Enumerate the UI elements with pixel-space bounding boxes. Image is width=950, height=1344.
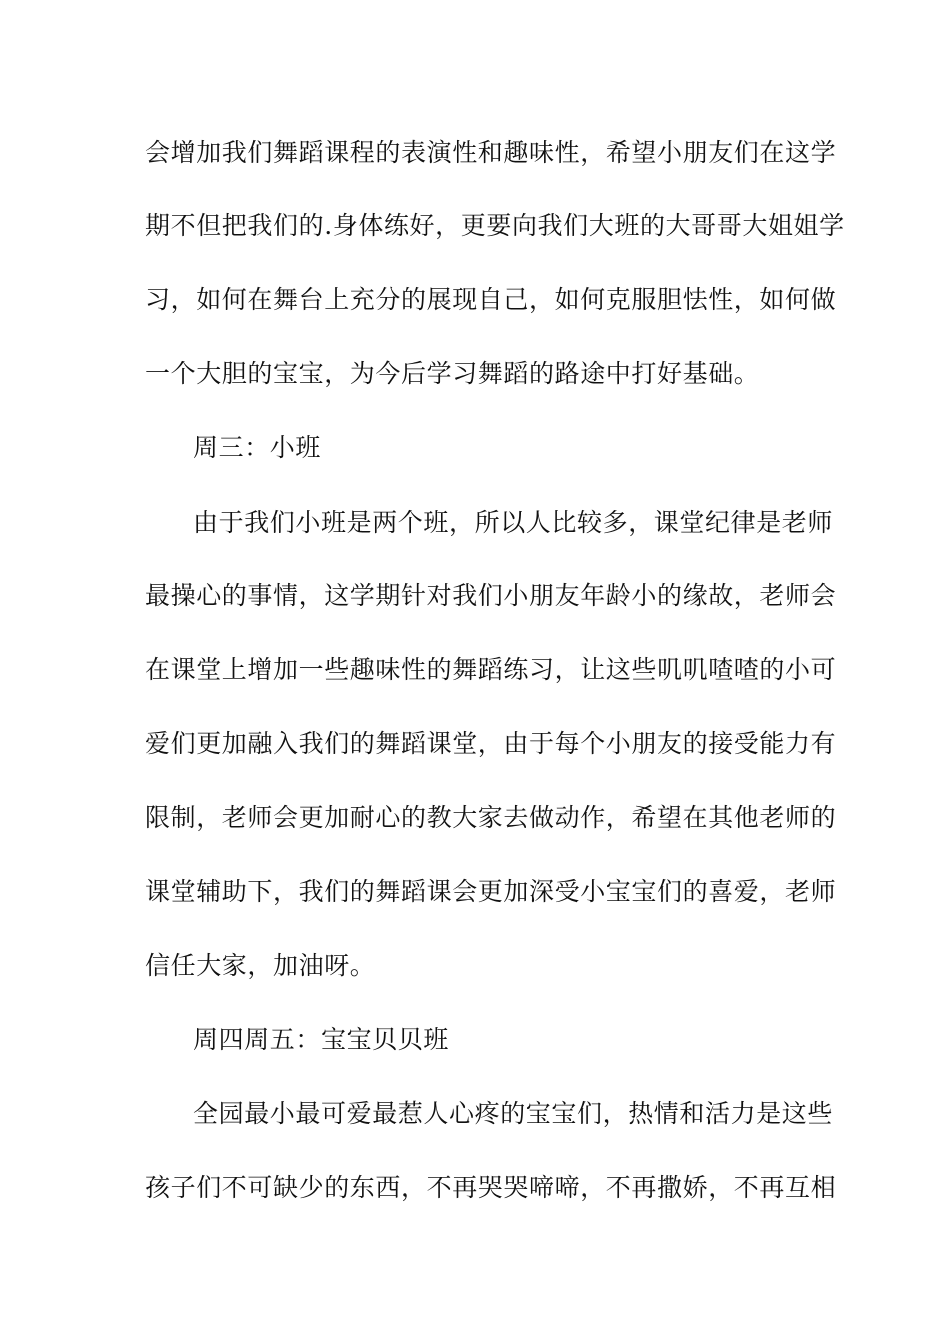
paragraph-line: 会增加我们舞蹈课程的表演性和趣味性，希望小朋友们在这学 <box>145 138 837 167</box>
paragraph-line: 习，如何在舞台上充分的展现自己，如何克服胆怯性，如何做 <box>145 285 837 314</box>
paragraph-line: 一个大胆的宝宝，为今后学习舞蹈的路途中打好基础。 <box>145 359 760 388</box>
paragraph-line: 孩子们不可缺少的东西，不再哭哭啼啼，不再撒娇，不再互相 <box>145 1173 837 1202</box>
section-heading: 周四周五：宝宝贝贝班 <box>193 1025 450 1054</box>
paragraph-line: 信任大家，加油呀。 <box>145 951 376 980</box>
paragraph-line: 期不但把我们的.身体练好，更要向我们大班的大哥哥大姐姐学 <box>145 211 845 240</box>
paragraph-line: 限制，老师会更加耐心的教大家去做动作，希望在其他老师的 <box>145 803 837 832</box>
paragraph-line: 由于我们小班是两个班，所以人比较多，课堂纪律是老师 <box>193 508 834 537</box>
paragraph-line: 最操心的事情，这学期针对我们小朋友年龄小的缘故，老师会 <box>145 581 837 610</box>
paragraph-line: 课堂辅助下，我们的舞蹈课会更加深受小宝宝们的喜爱，老师 <box>145 877 837 906</box>
paragraph-line: 在课堂上增加一些趣味性的舞蹈练习，让这些叽叽喳喳的小可 <box>145 655 837 684</box>
paragraph-line: 全园最小最可爱最惹人心疼的宝宝们，热情和活力是这些 <box>193 1099 834 1128</box>
paragraph-line: 爱们更加融入我们的舞蹈课堂，由于每个小朋友的接受能力有 <box>145 729 837 758</box>
section-heading: 周三：小班 <box>193 433 322 462</box>
